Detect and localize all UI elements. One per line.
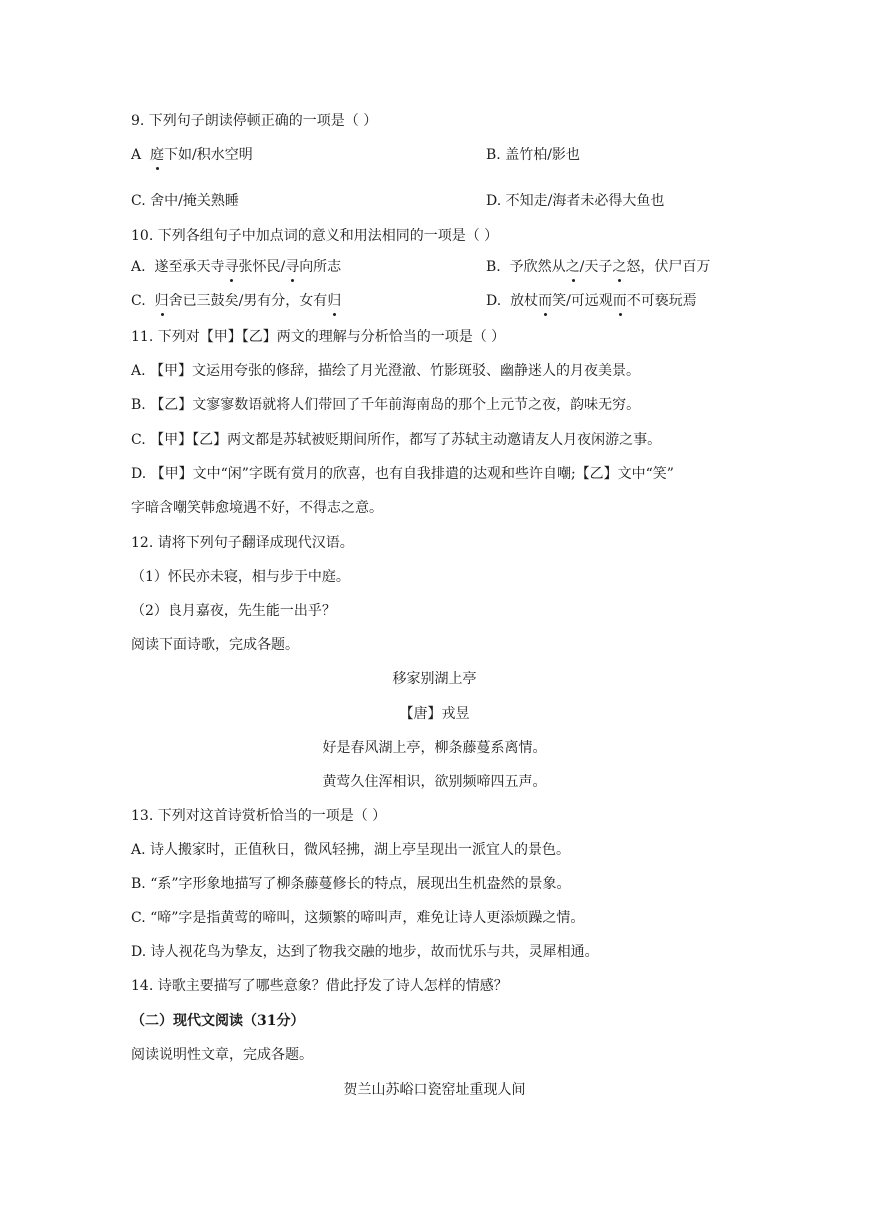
q9-option-b: B. 盖竹柏/影也 [486, 147, 580, 163]
q10-option-d: D. 放杖而笑/可远观而不可亵玩焉 [486, 293, 697, 309]
poem-line-1: 好是春风湖上亭，柳条藤蔓系离情。 [322, 740, 547, 756]
q9-option-a: A 庭下如/积水空明 [131, 147, 253, 163]
poem-author: 【唐】戎昱 [399, 706, 470, 722]
poem-line-2: 黄莺久住浑相识，欲别频啼四五声。 [322, 774, 547, 790]
q13-option-d: D. 诗人视花鸟为挚友，达到了物我交融的地步，故而忧乐与共，灵犀相通。 [131, 944, 599, 960]
q11-option-d-line2: 字暗含嘲笑韩愈境遇不好，不得志之意。 [131, 500, 383, 516]
q9-stem: 9. 下列句子朗读停顿正确的一项是（ ） [131, 113, 378, 129]
q13-option-b: B. “系”字形象地描写了柳条藤蔓修长的特点，展现出生机盎然的景象。 [131, 876, 571, 892]
q11-option-a: A. 【甲】文运用夸张的修辞，描绘了月光澄澈、竹影斑驳、幽静迷人的月夜美景。 [131, 363, 641, 379]
q9-option-c: C. 舍中/掩关熟睡 [131, 193, 239, 209]
q11-stem: 11. 下列对【甲】【乙】两文的理解与分析恰当的一项是（ ） [131, 329, 506, 345]
q12-stem: 12. 请将下列句子翻译成现代汉语。 [131, 535, 354, 551]
q12-sentence-2: （2）良月嘉夜，先生能一出乎？ [131, 603, 336, 619]
q10-option-c: C. 归舍已三鼓矣/男有分，女有归 [131, 293, 342, 309]
q9-option-d: D. 不知走/海者未必得大鱼也 [486, 193, 665, 209]
q10-option-b: B. 予欣然从之/天子之怒，伏尸百万 [486, 259, 711, 275]
q10-stem: 10. 下列各组句子中加点词的意义和用法相同的一项是（ ） [131, 228, 499, 244]
section-intro: 阅读说明性文章，完成各题。 [131, 1047, 313, 1063]
q13-option-a: A. 诗人搬家时，正值秋日，微风轻拂，湖上亭呈现出一派宜人的景色。 [131, 842, 571, 858]
q13-stem: 13. 下列对这首诗赏析恰当的一项是（ ） [131, 808, 387, 824]
q11-option-c: C. 【甲】【乙】两文都是苏轼被贬期间所作，都写了苏轼主动邀请友人月夜闲游之事。 [131, 432, 662, 448]
q14-stem: 14. 诗歌主要描写了哪些意象？借此抒发了诗人怎样的情感？ [131, 978, 508, 994]
q12-sentence-1: （1）怀民亦未寝，相与步于中庭。 [131, 569, 350, 585]
section-heading: （二）现代文阅读（31分） [131, 1013, 305, 1029]
poem-title: 移家别湖上亭 [392, 671, 477, 687]
q11-option-b: B. 【乙】文寥寥数语就将人们带回了千年前海南岛的那个上元节之夜，韵味无穷。 [131, 397, 641, 413]
poem-intro: 阅读下面诗歌，完成各题。 [131, 637, 299, 653]
q13-option-c: C. “啼”字是指黄莺的啼叫，这频繁的啼叫声，难免让诗人更添烦躁之情。 [131, 910, 585, 926]
article-title: 贺兰山苏峪口瓷窑址重现人间 [343, 1082, 526, 1098]
q11-option-d-line1: D. 【甲】文中“闲”字既有赏月的欣喜，也有自我排遣的达观和些许自嘲;【乙】文中“笑” [131, 466, 674, 482]
q10-option-a: A. 遂至承天寺寻张怀民/寻向所志 [131, 259, 342, 275]
